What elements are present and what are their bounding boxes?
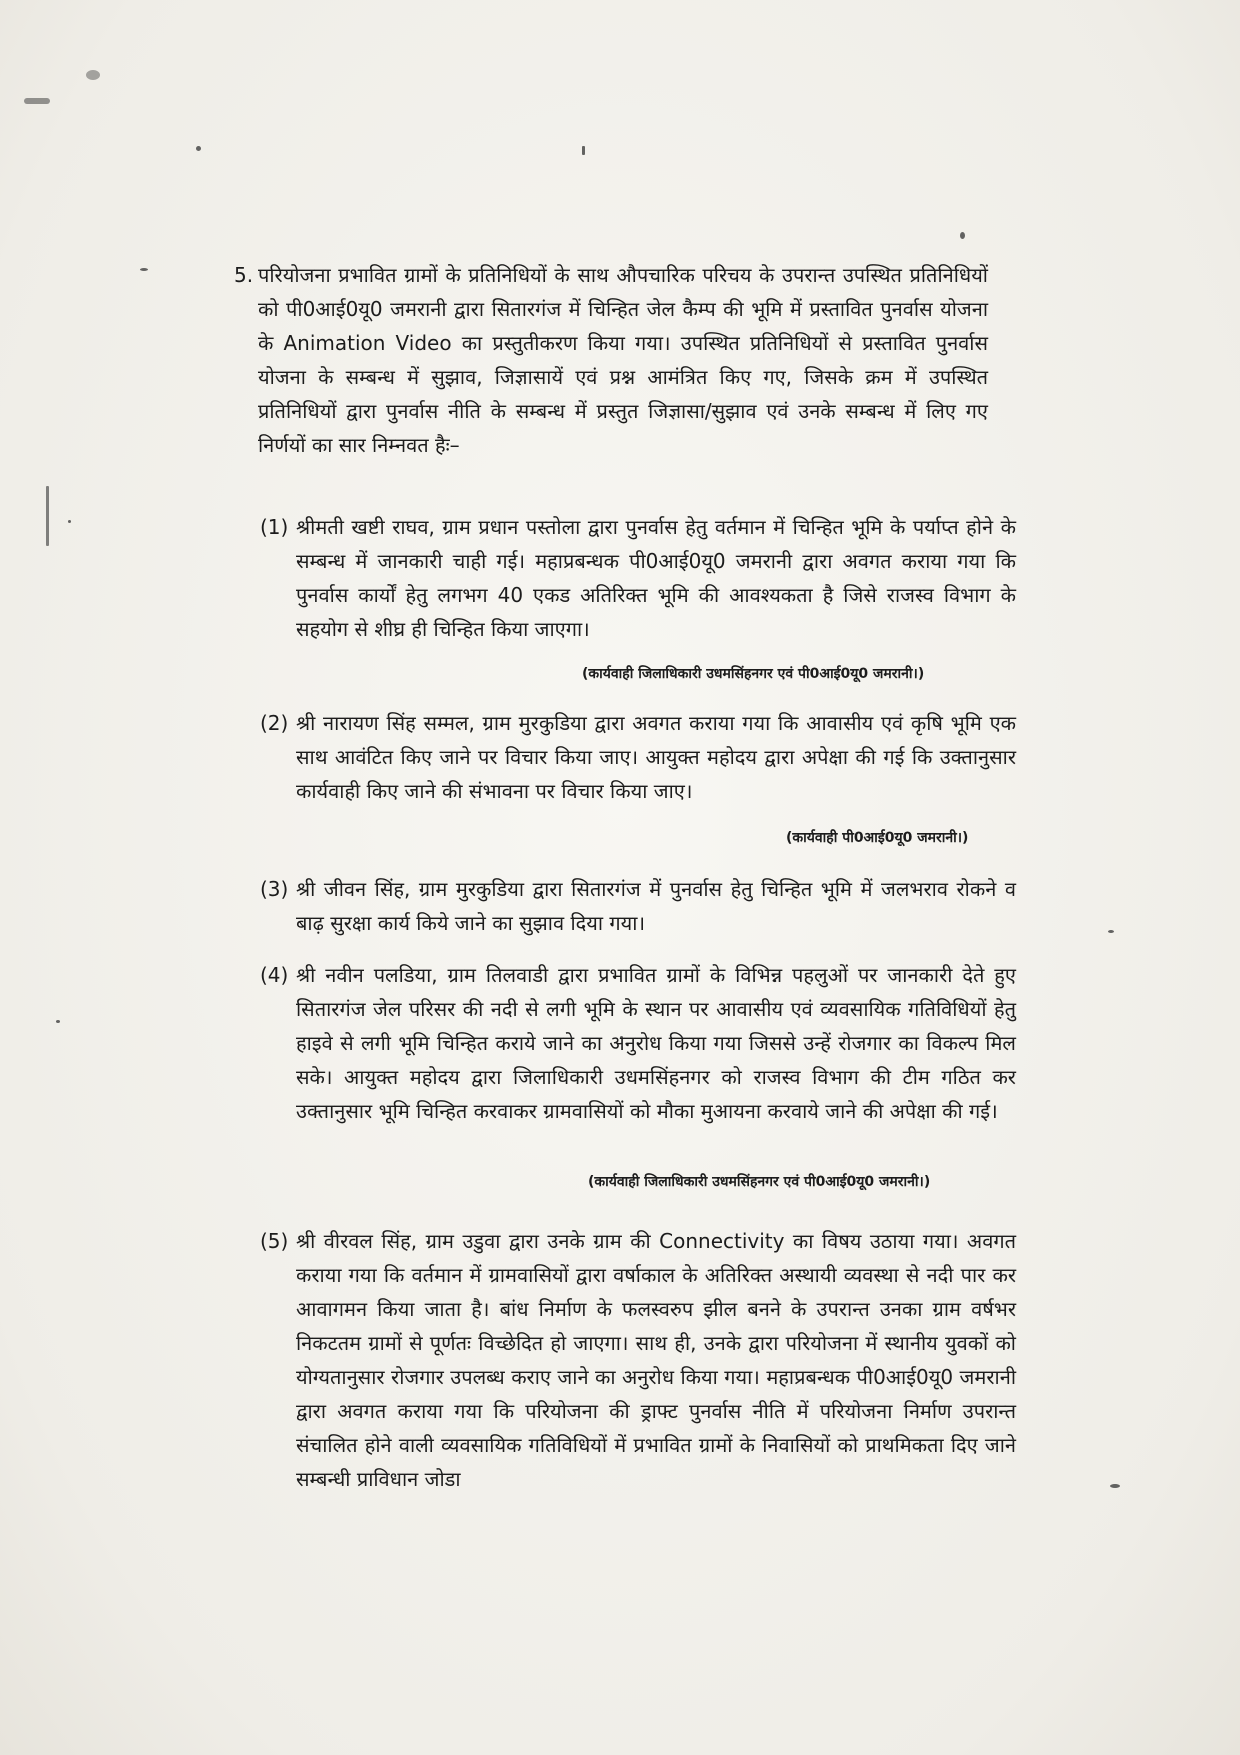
item-number: (3) [260, 877, 289, 901]
item-text: श्रीमती खष्टी राघव, ग्राम प्रधान पस्तोला द्वारा पुनर्वास हेतु वर्तमान में चिन्हित भूमि के पर्याप्त होने के सम्बन्ध में जानकारी चाही गई। महाप्रबन्धक पी0आई0यू0 जमरानी द्वारा अवगत कराया गया कि पुनर्वास कार्यों हेतु लगभग 40 एकड अतिरिक्त भूमि की आवश्यकता है जिसे राजस्व विभाग के सहयोग से शीघ्र ही चिन्हित किया जाएगा। [296, 515, 1016, 641]
list-item-5 [260, 1224, 1016, 1496]
section-number: 5. [234, 263, 254, 287]
item-text: श्री वीरवल सिंह, ग्राम उडुवा द्वारा उनके ग्राम की Connectivity का विषय उठाया गया। अवगत कराया गया कि वर्तमान में ग्रामवासियों द्वारा वर्षाकाल के अतिरिक्त अस्थायी व्यवस्था से नदी पार कर आवागमन किया जाता है। बांध निर्माण के फलस्वरुप झील बनने के उपरान्त उनका ग्राम वर्षभर निकटतम ग्रामों से पूर्णतः विच्छेदित हो जाएगा। साथ ही, उनके द्वारा परियोजना में स्थानीय युवकों को योग्यतानुसार रोजगार उपलब्ध कराए जाने का अनुरोध किया गया। महाप्रबन्धक पी0आई0यू0 जमरानी द्वारा अवगत कराया गया कि परियोजना की ड्राफ्ट पुनर्वास नीति में परियोजना निर्माण उपरान्त संचालित होने वाली व्यवसायिक गतिविधियों में प्रभावित ग्रामों के निवासियों को प्राथमिकता दिए जाने सम्बन्धी प्राविधान जोडा [296, 1229, 1016, 1491]
item-text: श्री नारायण सिंह सम्मल, ग्राम मुरकुडिया द्वारा अवगत कराया गया कि आवासीय एवं कृषि भूमि एक साथ आवंटित किए जाने पर विचार किया जाए। आयुक्त महोदय द्वारा अपेक्षा की गई कि उक्तानुसार कार्यवाही किए जाने की संभावना पर विचार किया जाए। [296, 711, 1016, 803]
item-text: श्री जीवन सिंह, ग्राम मुरकुडिया द्वारा सितारगंज में पुनर्वास हेतु चिन्हित भूमि में जलभराव रोकने व बाढ़ सुरक्षा कार्य किये जाने का सुझाव दिया गया। [296, 877, 1016, 935]
item-number: (4) [260, 963, 289, 987]
item-number: (2) [260, 711, 289, 735]
item-2-action: (कार्यवाही पी0आई0यू0 जमरानी।) [786, 830, 969, 846]
item-1-action: (कार्यवाही जिलाधिकारी उधमसिंहनगर एवं पी0आई0यू0 जमरानी।) [582, 666, 925, 682]
section-text: परियोजना प्रभावित ग्रामों के प्रतिनिधियों के साथ औपचारिक परिचय के उपरान्त उपस्थित प्रतिनिधियों को पी0आई0यू0 जमरानी द्वारा सितारगंज में चिन्हित जेल कैम्प की भूमि में प्रस्तावित पुनर्वास योजना के Animation Video का प्रस्तुतीकरण किया गया। उपस्थित प्रतिनिधियों से प्रस्तावित पुनर्वास योजना के सम्बन्ध में सुझाव, जिज्ञासायें एवं प्रश्न आमंत्रित किए गए, जिसके क्रम में उपस्थित प्रतिनिधियों द्वारा पुनर्वास नीति के सम्बन्ध में प्रस्तुत जिज्ञासा/सुझाव एवं उनके सम्बन्ध में लिए गए निर्णयों का सार निम्नवत हैः– [258, 263, 988, 457]
item-number: (5) [260, 1229, 289, 1253]
item-4-action: (कार्यवाही जिलाधिकारी उधमसिंहनगर एवं पी0आई0यू0 जमरानी।) [588, 1174, 931, 1190]
list-item-3 [260, 872, 1016, 940]
item-text: श्री नवीन पलडिया, ग्राम तिलवाडी द्वारा प्रभावित ग्रामों के विभिन्न पहलुओं पर जानकारी देते हुए सितारगंज जेल परिसर की नदी से लगी भूमि के स्थान पर आवासीय एवं व्यवसायिक गतिविधियों हेतु हाइवे से लगी भूमि चिन्हित कराये जाने का अनुरोध किया गया जिससे उन्हें रोजगार का विकल्प मिल सके। आयुक्त महोदय द्वारा जिलाधिकारी उधमसिंहनगर को राजस्व विभाग की टीम गठित कर उक्तानुसार भूमि चिन्हित करवाकर ग्रामवासियों को मौका मुआयना करवाये जाने की अपेक्षा की गई। [296, 963, 1016, 1123]
list-item-2 [260, 706, 1016, 808]
item-number: (1) [260, 515, 289, 539]
list-item-4 [260, 958, 1016, 1128]
section-5 [234, 258, 988, 462]
list-item-1 [260, 510, 1016, 646]
